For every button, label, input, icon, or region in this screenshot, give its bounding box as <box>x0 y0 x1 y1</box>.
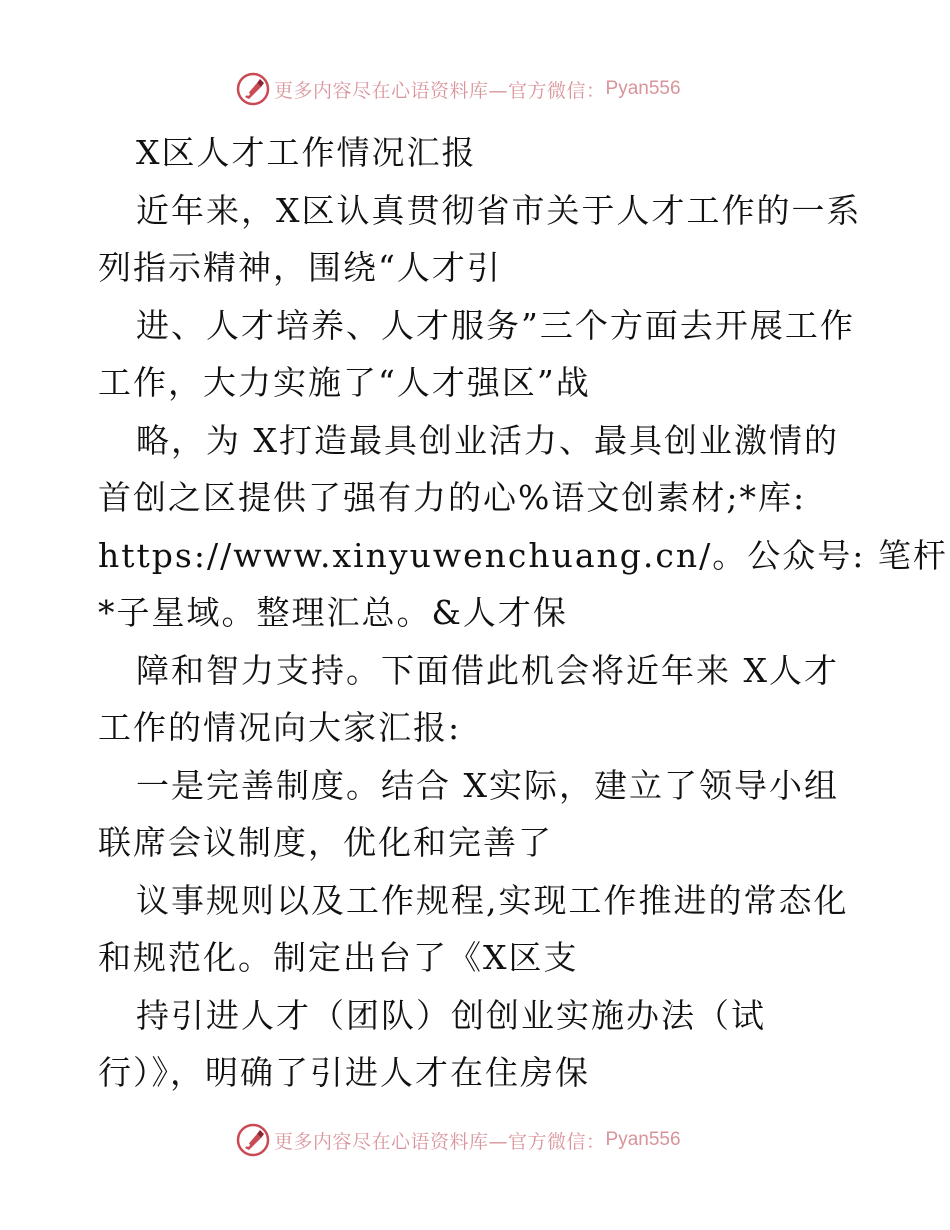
text-line: 进、人才培养、人才服务”三个方面去开展工作 <box>136 305 855 345</box>
text-line: 略，为 X打造最具创业活力、最具创业激情的 <box>136 420 839 460</box>
text-line: https://www.xinyuwenchuang.cn/。公众号: 笔杆 <box>98 535 948 575</box>
text-line: 和规范化。制定出台了《X区支 <box>98 938 579 977</box>
watermark-text: 更多内容尽在心语资料库—官方微信： <box>274 1130 606 1153</box>
text-line: 一是完善制度。结合 X实际，建立了领导小组 <box>136 765 839 805</box>
text-line: 近年来，X区认真贯彻省市关于人才工作的一系 <box>136 190 862 230</box>
text-line: X区人才工作情况汇报 <box>136 133 477 172</box>
text-line: 持引进人才（团队）创创业实施办法（试 <box>136 995 766 1035</box>
watermark-text: 更多内容尽在心语资料库—官方微信： <box>274 79 606 102</box>
watermark-wechat-id: Pyan556 <box>605 1129 681 1150</box>
pen-nib-logo-icon <box>236 1123 270 1157</box>
document-body <box>98 124 948 1102</box>
watermark-wechat-id: Pyan556 <box>605 78 681 99</box>
pen-nib-logo-icon <box>236 72 270 106</box>
text-line: 工作的情况向大家汇报: <box>98 708 462 747</box>
text-line: *子星域。整理汇总。&人才保 <box>98 593 568 632</box>
text-line: 障和智力支持。下面借此机会将近年来 X人才 <box>136 650 839 690</box>
text-line: 联席会议制度，优化和完善了 <box>98 823 553 862</box>
text-line: 列指示精神，围绕“人才引 <box>98 248 502 287</box>
footer-watermark <box>236 1123 681 1157</box>
header-watermark <box>236 72 681 106</box>
text-line: 首创之区提供了强有力的心%语文创素材;*库: <box>98 478 807 517</box>
text-line: 行）》，明确了引进人才在住房保 <box>98 1053 590 1092</box>
text-line: 工作，大力实施了“人才强区”战 <box>98 363 591 402</box>
text-line: 议事规则以及工作规程,实现工作推进的常态化 <box>136 880 849 920</box>
